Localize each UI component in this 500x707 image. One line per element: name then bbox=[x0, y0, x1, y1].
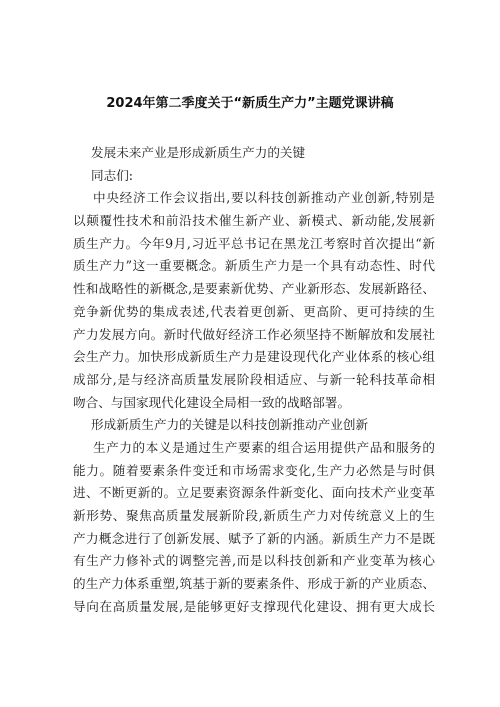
paragraph-line: 生产力的本义是通过生产要素的组合运用提供产品和服务的 bbox=[93, 439, 435, 455]
document-body bbox=[73, 142, 435, 618]
section-heading: 形成新质生产力的关键是以科技创新推动产业创新 bbox=[91, 417, 369, 433]
paragraph-line: 吻合、与国家现代化建设全局相一致的战略部署。 bbox=[73, 394, 351, 410]
paragraph-line: 质生产力。今年9月,习近平总书记在黑龙江考察时首次提出“新 bbox=[73, 235, 435, 251]
paragraph-line: 有生产力修补式的调整完善,而是以科技创新和产业变革为核心 bbox=[73, 553, 435, 569]
paragraph-line: 会生产力。加快形成新质生产力是建设现代化产业体系的核心组 bbox=[73, 349, 435, 365]
paragraph-line: 中央经济工作会议指出,要以科技创新推动产业创新,特别是 bbox=[93, 190, 435, 206]
paragraph-line: 能力。随着要素条件变迁和市场需求变化,生产力必然是与时俱 bbox=[73, 462, 435, 478]
paragraph-line: 产力发展方向。新时代做好经济工作必须坚持不断解放和发展社 bbox=[73, 326, 435, 342]
section-heading: 发展未来产业是形成新质生产力的关键 bbox=[91, 145, 306, 160]
page-title: 2024年第二季度关于“新质生产力”主题党课讲稿 bbox=[106, 96, 394, 111]
paragraph-line: 导向在高质量发展,是能够更好支撑现代化建设、拥有更大成长 bbox=[73, 598, 435, 614]
paragraph-line: 产力概念进行了创新发展、赋予了新的内涵。新质生产力不是既 bbox=[73, 530, 435, 546]
paragraph-line: 成部分,是与经济高质量发展阶段相适应、与新一轮科技革命相 bbox=[73, 371, 435, 387]
paragraph-line: 竞争新优势的集成表述,代表着更创新、更高阶、更可持续的生 bbox=[73, 303, 435, 319]
paragraph-line: 新形势、聚焦高质量发展新阶段,新质生产力对传统意义上的生 bbox=[73, 508, 435, 523]
paragraph-line: 的生产力体系重塑,筑基于新的要素条件、形成于新的产业质态、 bbox=[73, 576, 435, 592]
salutation: 同志们: bbox=[91, 167, 134, 183]
paragraph-line: 以颠覆性技术和前沿技术催生新产业、新模式、新动能,发展新 bbox=[73, 213, 435, 229]
paragraph-line: 性和战略性的新概念,是要素新优势、产业新形态、发展新路径、 bbox=[73, 281, 435, 297]
paragraph-line: 质生产力”这一重要概念。新质生产力是一个具有动态性、时代 bbox=[73, 258, 435, 274]
paragraph-line: 进、不断更新的。立足要素资源条件新变化、面向技术产业变革 bbox=[73, 485, 435, 501]
